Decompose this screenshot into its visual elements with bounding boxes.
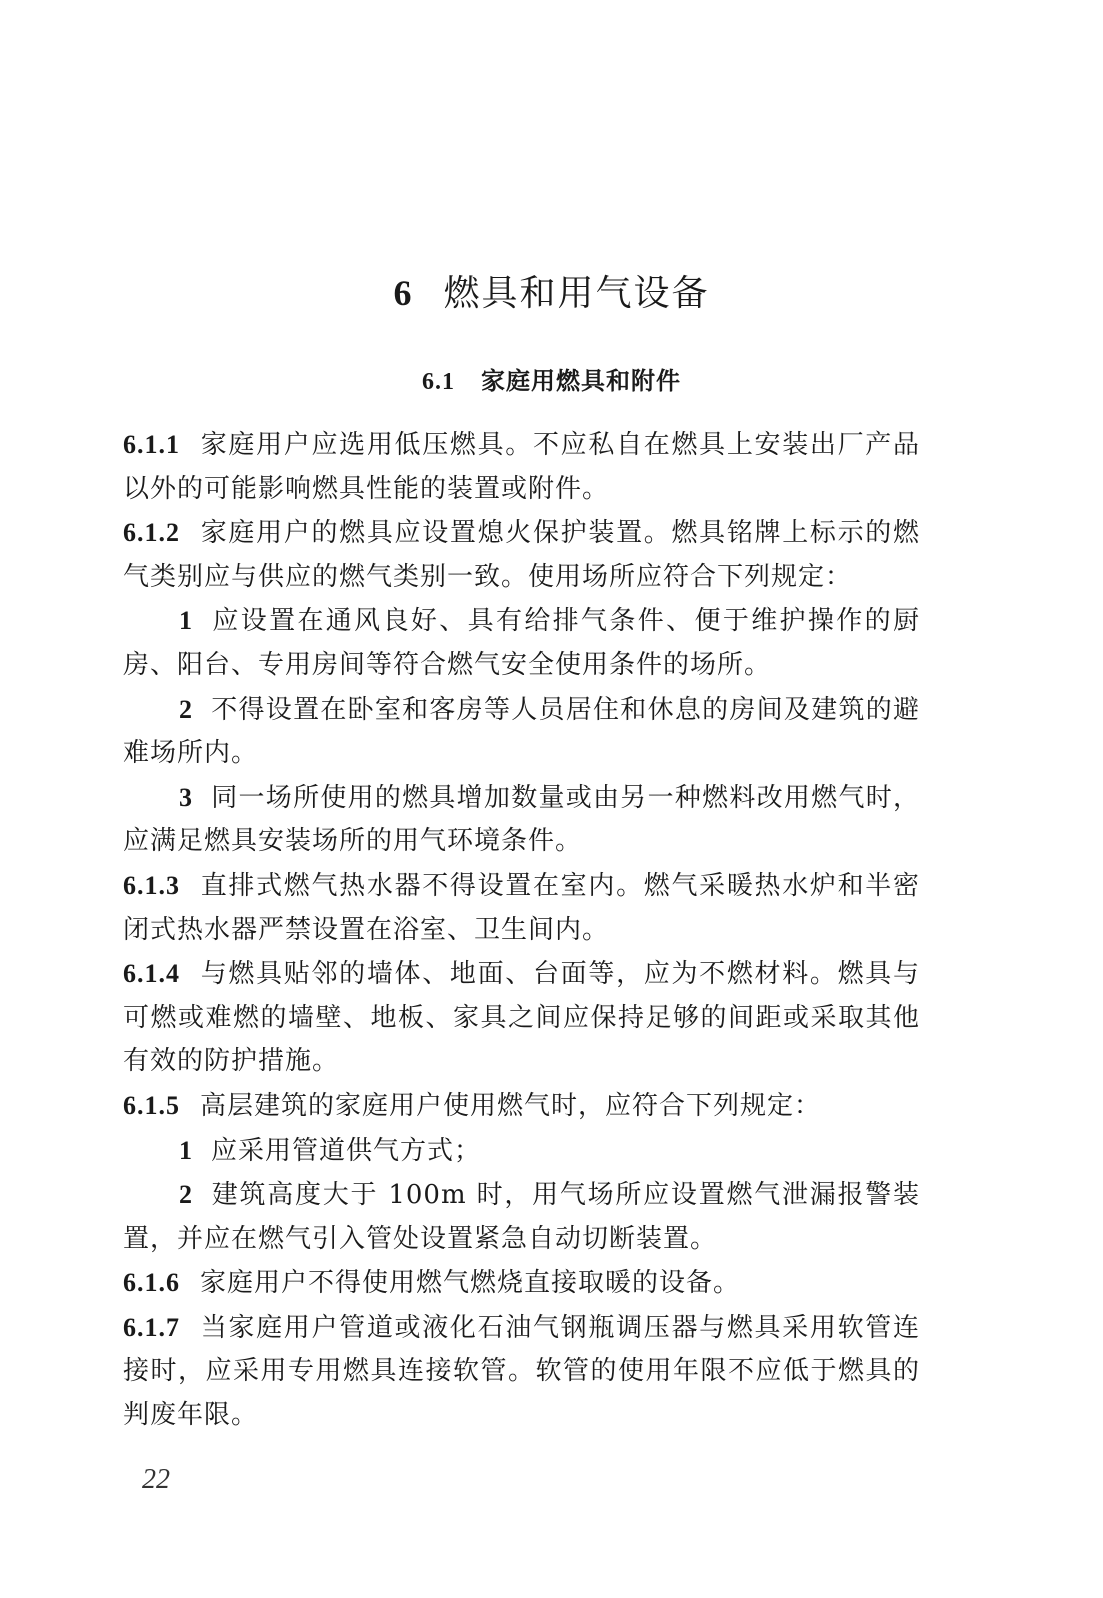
chapter-title-text: 燃具和用气设备 [443,273,710,314]
clause-6-1-2 [123,511,920,599]
clause-text: 家庭用户不得使用燃气燃烧直接取暖的设备。 [200,1268,741,1299]
clause-text: 高层建筑的家庭用户使用燃气时，应符合下列规定： [200,1090,822,1121]
item-number: 2 [179,694,193,724]
list-item [123,688,920,776]
clause-number: 6.1.2 [123,518,180,548]
clause-text: 与燃具贴邻的墙体、地面、台面等，应为不燃材料。燃具与可燃或难燃的墙壁、地板、家具之间应保持足够的间距或采取其他有效的防护措施。 [123,959,920,1077]
clause-number: 6.1.1 [123,430,180,459]
item-number: 3 [179,782,193,812]
clause-number: 6.1.6 [123,1268,180,1298]
list-item [123,1129,920,1174]
chapter-title [0,268,1103,319]
clause-number: 6.1.3 [123,870,180,900]
clause-6-1-7 [123,1306,920,1438]
clause-text: 家庭用户的燃具应设置熄火保护装置。燃具铭牌上标示的燃气类别应与供应的燃气类别一致。使用场所应符合下列规定： [123,518,920,592]
section-title [0,364,1103,399]
clause-6-1-4 [123,952,920,1084]
list-item [123,599,920,687]
item-number: 1 [179,606,193,636]
clause-6-1-3 [123,864,920,952]
item-number: 1 [179,1135,193,1165]
chapter-number: 6 [393,273,414,313]
clause-text: 当家庭用户管道或液化石油气钢瓶调压器与燃具采用软管连接时，应采用专用燃具连接软管。软管的使用年限不应低于燃具的判废年限。 [123,1312,920,1431]
clause-6-1-1 [123,423,920,511]
page-number: 22 [142,1464,170,1495]
item-text: 应采用管道供气方式； [211,1135,482,1166]
clause-6-1-6 [123,1261,920,1306]
body-text [123,423,920,1438]
item-text: 不得设置在卧室和客房等人员居住和休息的房间及建筑的避难场所内。 [123,694,920,769]
clause-number: 6.1.4 [123,959,180,989]
clause-text: 直排式燃气热水器不得设置在室内。燃气采暖热水炉和半密闭式热水器严禁设置在浴室、卫生间内。 [123,870,920,945]
clause-number: 6.1.5 [123,1090,180,1120]
item-text: 应设置在通风良好、具有给排气条件、便于维护操作的厨房、阳台、专用房间等符合燃气安全使用条件的场所。 [123,606,920,680]
list-item [123,1173,920,1261]
clause-text: 家庭用户应选用低压燃具。不应私自在燃具上安装出厂产品以外的可能影响燃具性能的装置或附件。 [123,430,920,504]
list-item [123,776,920,864]
section-title-text: 家庭用燃具和附件 [481,367,681,395]
clause-6-1-5 [123,1084,920,1129]
section-number: 6.1 [422,369,455,395]
item-text: 建筑高度大于 100m 时，用气场所应设置燃气泄漏报警装置，并应在燃气引入管处设置紧急自动切断装置。 [123,1180,920,1254]
item-number: 2 [179,1180,193,1210]
clause-number: 6.1.7 [123,1312,180,1342]
item-text: 同一场所使用的燃具增加数量或由另一种燃料改用燃气时，应满足燃具安装场所的用气环境条件。 [123,782,920,857]
